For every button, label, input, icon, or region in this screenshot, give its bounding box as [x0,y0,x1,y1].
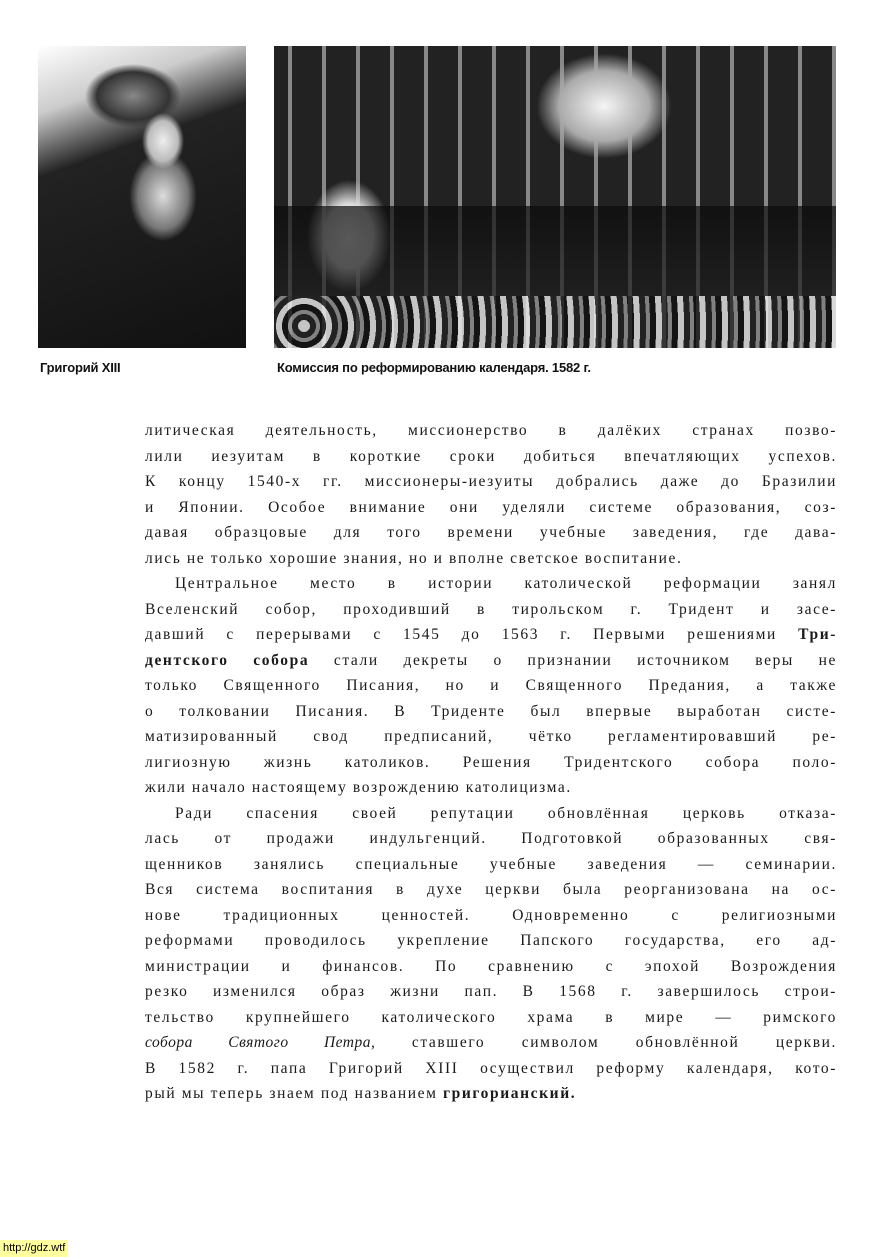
painting-caption: Комиссия по реформированию календаря. 1582 г. [277,360,591,375]
text-segment: Центральное место в истории католической реформации занял [175,575,837,592]
text-line [145,775,837,801]
text-segment: лась от продажи индульгенций. Подготовкой образованных свя- [145,830,837,847]
text-line [145,1005,837,1031]
painting-table-shape [274,206,836,296]
text-line [145,469,837,495]
text-segment: давая образцовые для того времени учебные заведения, где дава- [145,524,837,541]
text-segment: ставшего символом обновлённой церкви. [375,1034,837,1051]
text-line [145,979,837,1005]
painting-ornament-band [274,296,836,348]
text-segment: министрации и финансов. По сравнению с эпохой Возрождения [145,957,837,975]
text-segment: стали декреты о признании источником веры не [309,651,837,669]
bold-term: григорианский. [443,1085,577,1102]
text-segment: лись не только хорошие знания, но и вполне светское воспитание. [145,549,683,567]
text-line [145,648,837,674]
text-line [145,495,837,521]
text-segment: только Священного Писания, но и Священного Предания, а также [145,677,837,694]
text-segment: нове традиционных ценностей. Одновременно с религиозными [145,906,837,924]
text-line [145,444,837,470]
text-line [145,724,837,750]
text-line [145,546,837,572]
text-segment: о толковании Писания. В Триденте был впервые выработан систе- [145,702,837,720]
text-segment: и Японии. Особое внимание они уделяли системе образования, соз- [145,498,837,516]
footer-link[interactable]: http://gdz.wtf [0,1240,68,1257]
text-segment: матизированный свод предписаний, чётко регламентировавший ре- [145,728,837,745]
text-segment: литическая деятельность, миссионерство в далёких странах позво- [145,422,837,439]
text-line [145,520,837,546]
text-line [145,928,837,954]
text-segment: жили начало настоящему возрождению католицизма. [145,779,572,796]
text-line [145,699,837,725]
portrait-gregory-xiii-image [38,46,246,348]
text-segment: давший с перерывами с 1545 до 1563 г. Первыми решениями [145,626,799,643]
text-segment: Вселенский собор, проходивший в тирольском г. Тридент и засе- [145,600,837,618]
text-line [145,826,837,852]
body-text [145,418,837,1107]
text-segment: лигиозную жизнь католиков. Решения Тридентского собора поло- [145,753,837,771]
text-line [145,750,837,776]
bold-term: Три- [798,626,837,643]
text-line [145,852,837,878]
text-line [145,622,837,648]
text-line [145,673,837,699]
text-segment: лили иезуитам в короткие сроки добиться впечатляющих успехов. [145,447,837,465]
text-segment: К концу 1540-х гг. миссионеры-иезуиты добрались даже до Бразилии [145,473,837,490]
calendar-commission-painting-image [274,46,836,348]
text-line [145,954,837,980]
text-line [145,801,837,827]
text-line [145,418,837,444]
italic-term: собора Святого Петра, [145,1034,376,1051]
bold-term: дентского собора [145,651,310,669]
text-segment: реформами проводилось укрепление Папского государства, его ад- [145,932,837,949]
text-line [145,877,837,903]
text-segment: резко изменился образ жизни пап. В 1568 г. завершилось строи- [145,983,837,1000]
text-line [145,1030,837,1056]
text-segment: тельство крупнейшего католического храма в мире — римского [145,1008,837,1026]
text-line [145,903,837,929]
text-segment: рый мы теперь знаем под названием [145,1085,444,1102]
text-line [145,597,837,623]
portrait-caption: Григорий XIII [40,360,121,375]
text-line [145,1056,837,1082]
text-line [145,1081,837,1107]
text-segment: Ради спасения своей репутации обновлённая церковь отказа- [175,804,837,822]
text-segment: щенников занялись специальные учебные заведения — семинарии. [145,855,837,873]
text-line [145,571,837,597]
text-segment: Вся система воспитания в духе церкви была реорганизована на ос- [145,881,837,898]
text-segment: В 1582 г. папа Григорий XIII осуществил реформу календаря, кото- [145,1059,837,1077]
